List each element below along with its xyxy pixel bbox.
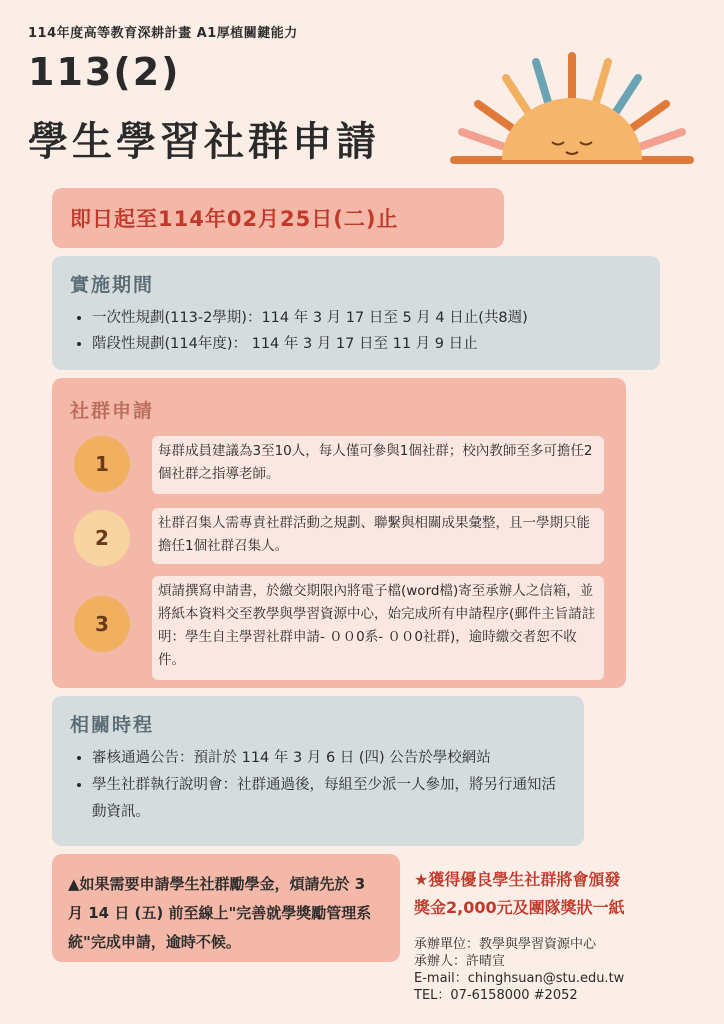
page-title-term: 113(2) (28, 50, 181, 94)
page-title: 學生學習社群申請 (28, 119, 380, 165)
period-title: 實施期間 (70, 274, 155, 296)
contact-email: E-mail：chinghsuan@stu.edu.tw (414, 971, 625, 986)
apply-section (52, 378, 626, 688)
step-text-2: 社群召集人需專責社群活動之規劃、聯繫與相關成果彙整，且一學期只能擔任1個社群召集人。 (152, 508, 604, 564)
step-number-1: 1 (74, 436, 130, 492)
timeline-list (70, 745, 566, 826)
step-number-2: 2 (74, 510, 130, 566)
contact-info (414, 936, 624, 1004)
timeline-title: 相關時程 (70, 714, 155, 736)
list-item: • 學生社群執行說明會：社群通過後，每組至少派一人參加，將另行通知活動資訊。 (92, 772, 566, 826)
period-section (52, 256, 660, 370)
contact-unit: 承辦單位：教學與學習資源中心 (414, 937, 597, 952)
step-number-3: 3 (74, 596, 130, 652)
contact-person: 承辦人：許晴宣 (414, 954, 506, 969)
project-caption: 114年度高等教育深耕計畫 A1厚植關鍵能力 (28, 26, 298, 41)
deadline-banner: 即日起至114年02月25日(二)止 (52, 188, 504, 248)
contact-tel: TEL：07-6158000 #2052 (414, 988, 578, 1003)
timeline-section (52, 696, 584, 846)
sun-illustration (448, 48, 696, 168)
step-text-1: 每群成員建議為3至10人，每人僅可參與1個社群；校內教師至多可擔任2個社群之指導老師。 (152, 436, 604, 494)
list-item: • 一次性規劃(113-2學期)：114 年 3 月 17 日至 5 月 4 日止(共8週) (92, 305, 642, 331)
award-notice (414, 866, 625, 922)
list-item: • 審核通過公告：預計於 114 年 3 月 6 日 (四) 公告於學校網站 (92, 745, 566, 772)
scholarship-notice: ▲如果需要申請學生社群勵學金，煩請先於 3 月 14 日 (五) 前至線上"完善就學獎勵管理系統"完成申請，逾時不候。 (52, 854, 400, 962)
award-line-1: ★獲得優良學生社群將會頒發 (414, 870, 621, 889)
period-list (70, 305, 642, 357)
apply-title: 社群申請 (70, 400, 155, 422)
step-text-3: 煩請撰寫申請書，於繳交期限內將電子檔(word檔)寄至承辦人之信箱，並將紙本資料交至教學與學習資源中心，始完成所有申請程序(郵件主旨請註明：學生自主學習社群申請- ００0系- ００0社群)，逾時繳交者恕不收件。 (152, 576, 604, 680)
list-item: • 階段性規劃(114年度)： 114 年 3 月 17 日至 11 月 9 日止 (92, 331, 642, 357)
award-line-2: 獎金2,000元及團隊獎狀一紙 (414, 898, 625, 917)
